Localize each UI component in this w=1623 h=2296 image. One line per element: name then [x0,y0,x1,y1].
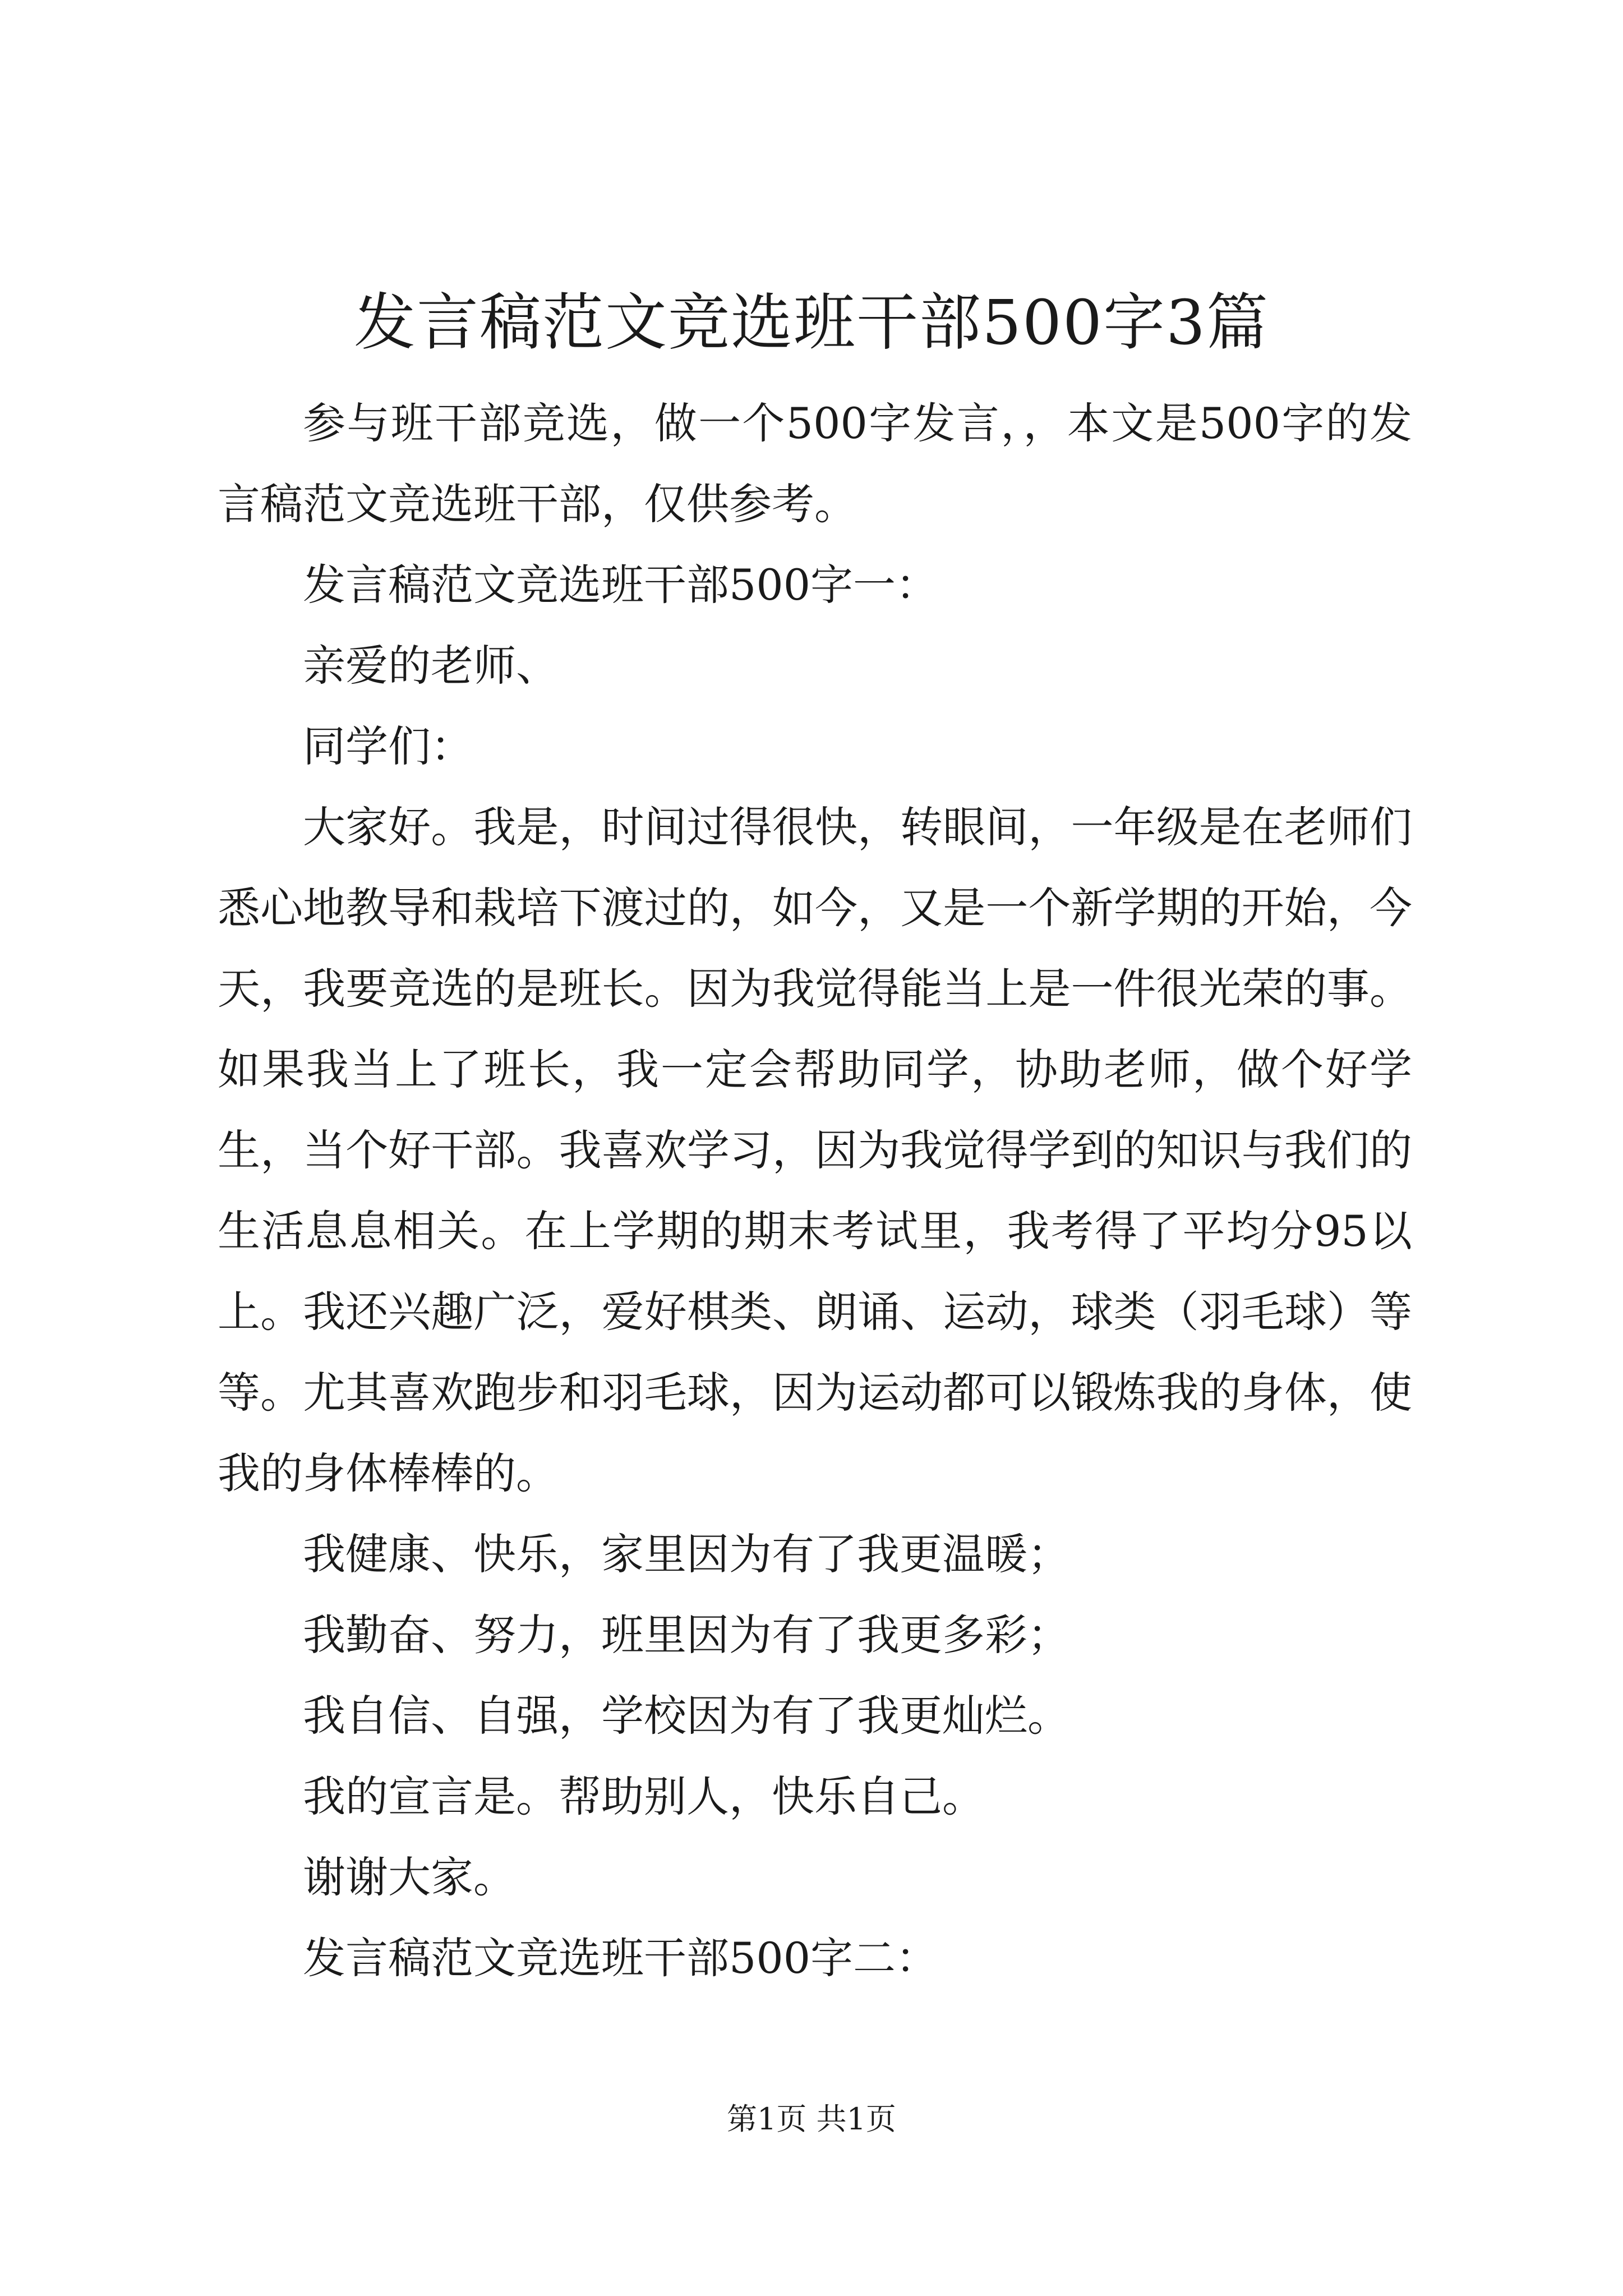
paragraph-line-3: 我自信、自强，学校因为有了我更灿烂。 [303,1691,1070,1741]
document-title: 发言稿范文竞选班干部500字3篇 [354,287,1269,358]
paragraph-line-1: 我健康、快乐，家里因为有了我更温暖； [303,1529,1070,1579]
section-heading-1: 发言稿范文竞选班干部500字一： [303,560,939,610]
salutation-line-2: 同学们： [303,721,473,771]
paragraph-intro: 参与班干部竞选，做一个500字发言，，本文是500字的发言稿范文竞选班干部，仅供参考。 [218,398,1412,529]
section-heading-2: 发言稿范文竞选班干部500字二： [303,1933,939,1983]
paragraph-thanks: 谢谢大家。 [303,1852,516,1902]
salutation-line-1: 亲爱的老师、 [303,641,559,691]
paragraph-main: 大家好。我是，时间过得很快，转眼间，一年级是在老师们悉心地教导和栽培下渡过的，如今，又是一个新学期的开始，今天，我要竞选的是班长。因为我觉得能当上是一件很光荣的事。如果我当上了班长，我一定会帮助同学，协助老师，做个好学生，当个好干部。我喜欢学习，因为我觉得学到的知识与我们的生活息息相关。在上学期的期末考试里，我考得了平均分95以上。我还兴趣广泛，爱好棋类、朗诵、运动，球类（羽毛球）等等。尤其喜欢跑步和羽毛球，因为运动都可以锻炼我的身体，使我的身体棒棒的。 [218,802,1412,1498]
paragraph-line-2: 我勤奋、努力，班里因为有了我更多彩； [303,1610,1070,1660]
page-footer: 第1页 共1页 [727,2101,896,2137]
document-body [218,383,1412,1999]
paragraph-declaration: 我的宣言是。帮助别人，快乐自己。 [303,1772,985,1821]
